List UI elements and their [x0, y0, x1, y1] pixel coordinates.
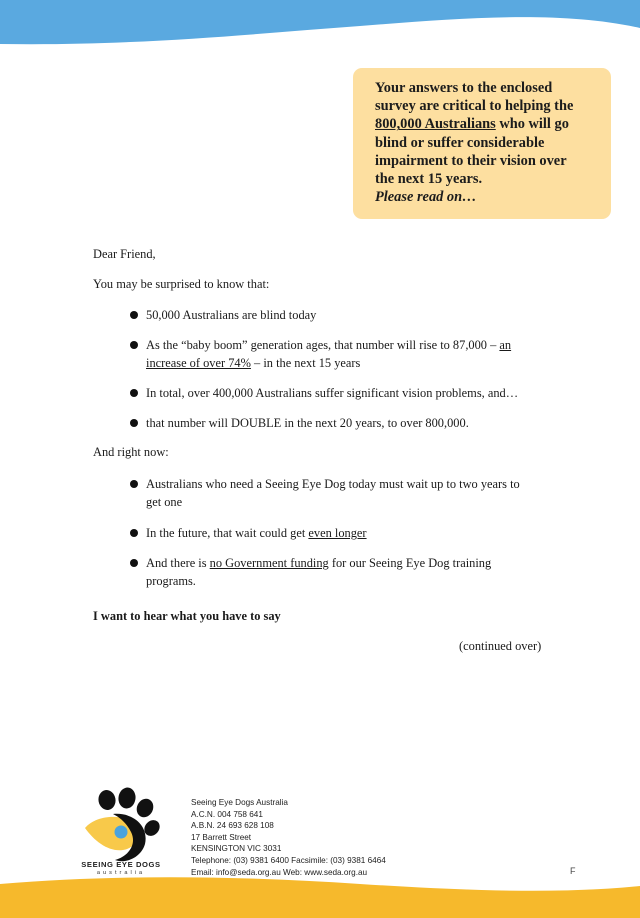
bullet-icon [130, 419, 138, 427]
bullet-text: 50,000 Australians are blind today [146, 308, 317, 322]
bullet-text: for our Seeing Eye Dog training [328, 556, 492, 570]
address-line: Email: info@seda.org.au Web: www.seda.org.au [191, 867, 368, 877]
bullet-underlined-text: an [499, 338, 512, 352]
bullet-text: – in the next 15 years [250, 356, 361, 370]
address-line: 17 Barrett Street [191, 832, 252, 842]
section-heading: I want to hear what you have to say [93, 609, 281, 623]
callout-line-5: impairment to their vision over [375, 152, 567, 169]
callout-highlight-figure: 800,000 Australians [375, 116, 496, 133]
address-line: A.C.N. 004 758 641 [191, 809, 263, 819]
continued-over-text: (continued over) [459, 639, 542, 653]
callout-read-on: Please read on… [375, 189, 477, 206]
bullet-icon [130, 311, 138, 319]
list-item [130, 306, 550, 324]
list-item [130, 475, 550, 511]
callout-line-4: blind or suffer considerable [375, 134, 545, 151]
bullet-text: In total, over 400,000 Australians suffer significant vision problems, and… [146, 386, 519, 400]
callout-line-2: survey are critical to helping the [375, 98, 574, 115]
bullet-text: that number will DOUBLE in the next 20 years, to over 800,000. [146, 416, 469, 430]
intro-text: You may be surprised to know that: [93, 277, 270, 291]
list-item [130, 554, 550, 590]
bottom-wave-decoration [0, 872, 640, 918]
page-marker: F [570, 866, 576, 876]
bullet-text: As the “baby boom” generation ages, that number will rise to 87,000 – [146, 338, 500, 352]
logo-subtitle: australia [96, 870, 146, 876]
and-right-now-text: And right now: [93, 445, 169, 459]
bullet-text: Australians who need a Seeing Eye Dog today must wait up to two years to [146, 477, 520, 491]
address-line: KENSINGTON VIC 3031 [191, 844, 282, 854]
survey-callout-box [353, 68, 611, 219]
bullet-underlined-text: no Government funding [209, 556, 329, 570]
organisation-address [191, 797, 386, 878]
bullet-underlined-text: even longer [308, 526, 367, 540]
bullet-text: get one [146, 495, 183, 509]
bullet-icon [130, 559, 138, 567]
list-item [130, 414, 550, 432]
list-item [130, 384, 550, 402]
bullet-icon [130, 389, 138, 397]
top-wave-decoration [0, 0, 640, 50]
bullet-text: programs. [146, 574, 196, 588]
bullet-text: And there is [146, 556, 210, 570]
logo-title: SEEING EYE DOGS [81, 860, 161, 869]
list-item [130, 524, 550, 542]
address-line: Seeing Eye Dogs Australia [191, 798, 288, 807]
bullet-icon [130, 480, 138, 488]
bullet-icon [130, 529, 138, 537]
bullet-icon [130, 341, 138, 349]
salutation: Dear Friend, [93, 247, 156, 261]
callout-line-6: the next 15 years. [375, 171, 483, 188]
list-item [130, 336, 550, 372]
callout-line-1: Your answers to the enclosed [375, 80, 553, 96]
address-line: A.B.N. 24 693 628 108 [191, 821, 274, 831]
bullet-underlined-text: increase of over 74% [146, 356, 251, 370]
bullet-text: In the future, that wait could get [146, 526, 309, 540]
address-line: Telephone: (03) 9381 6400 Facsimile: (03) 9381 6464 [191, 855, 386, 865]
callout-line-3: who will go [495, 116, 569, 133]
